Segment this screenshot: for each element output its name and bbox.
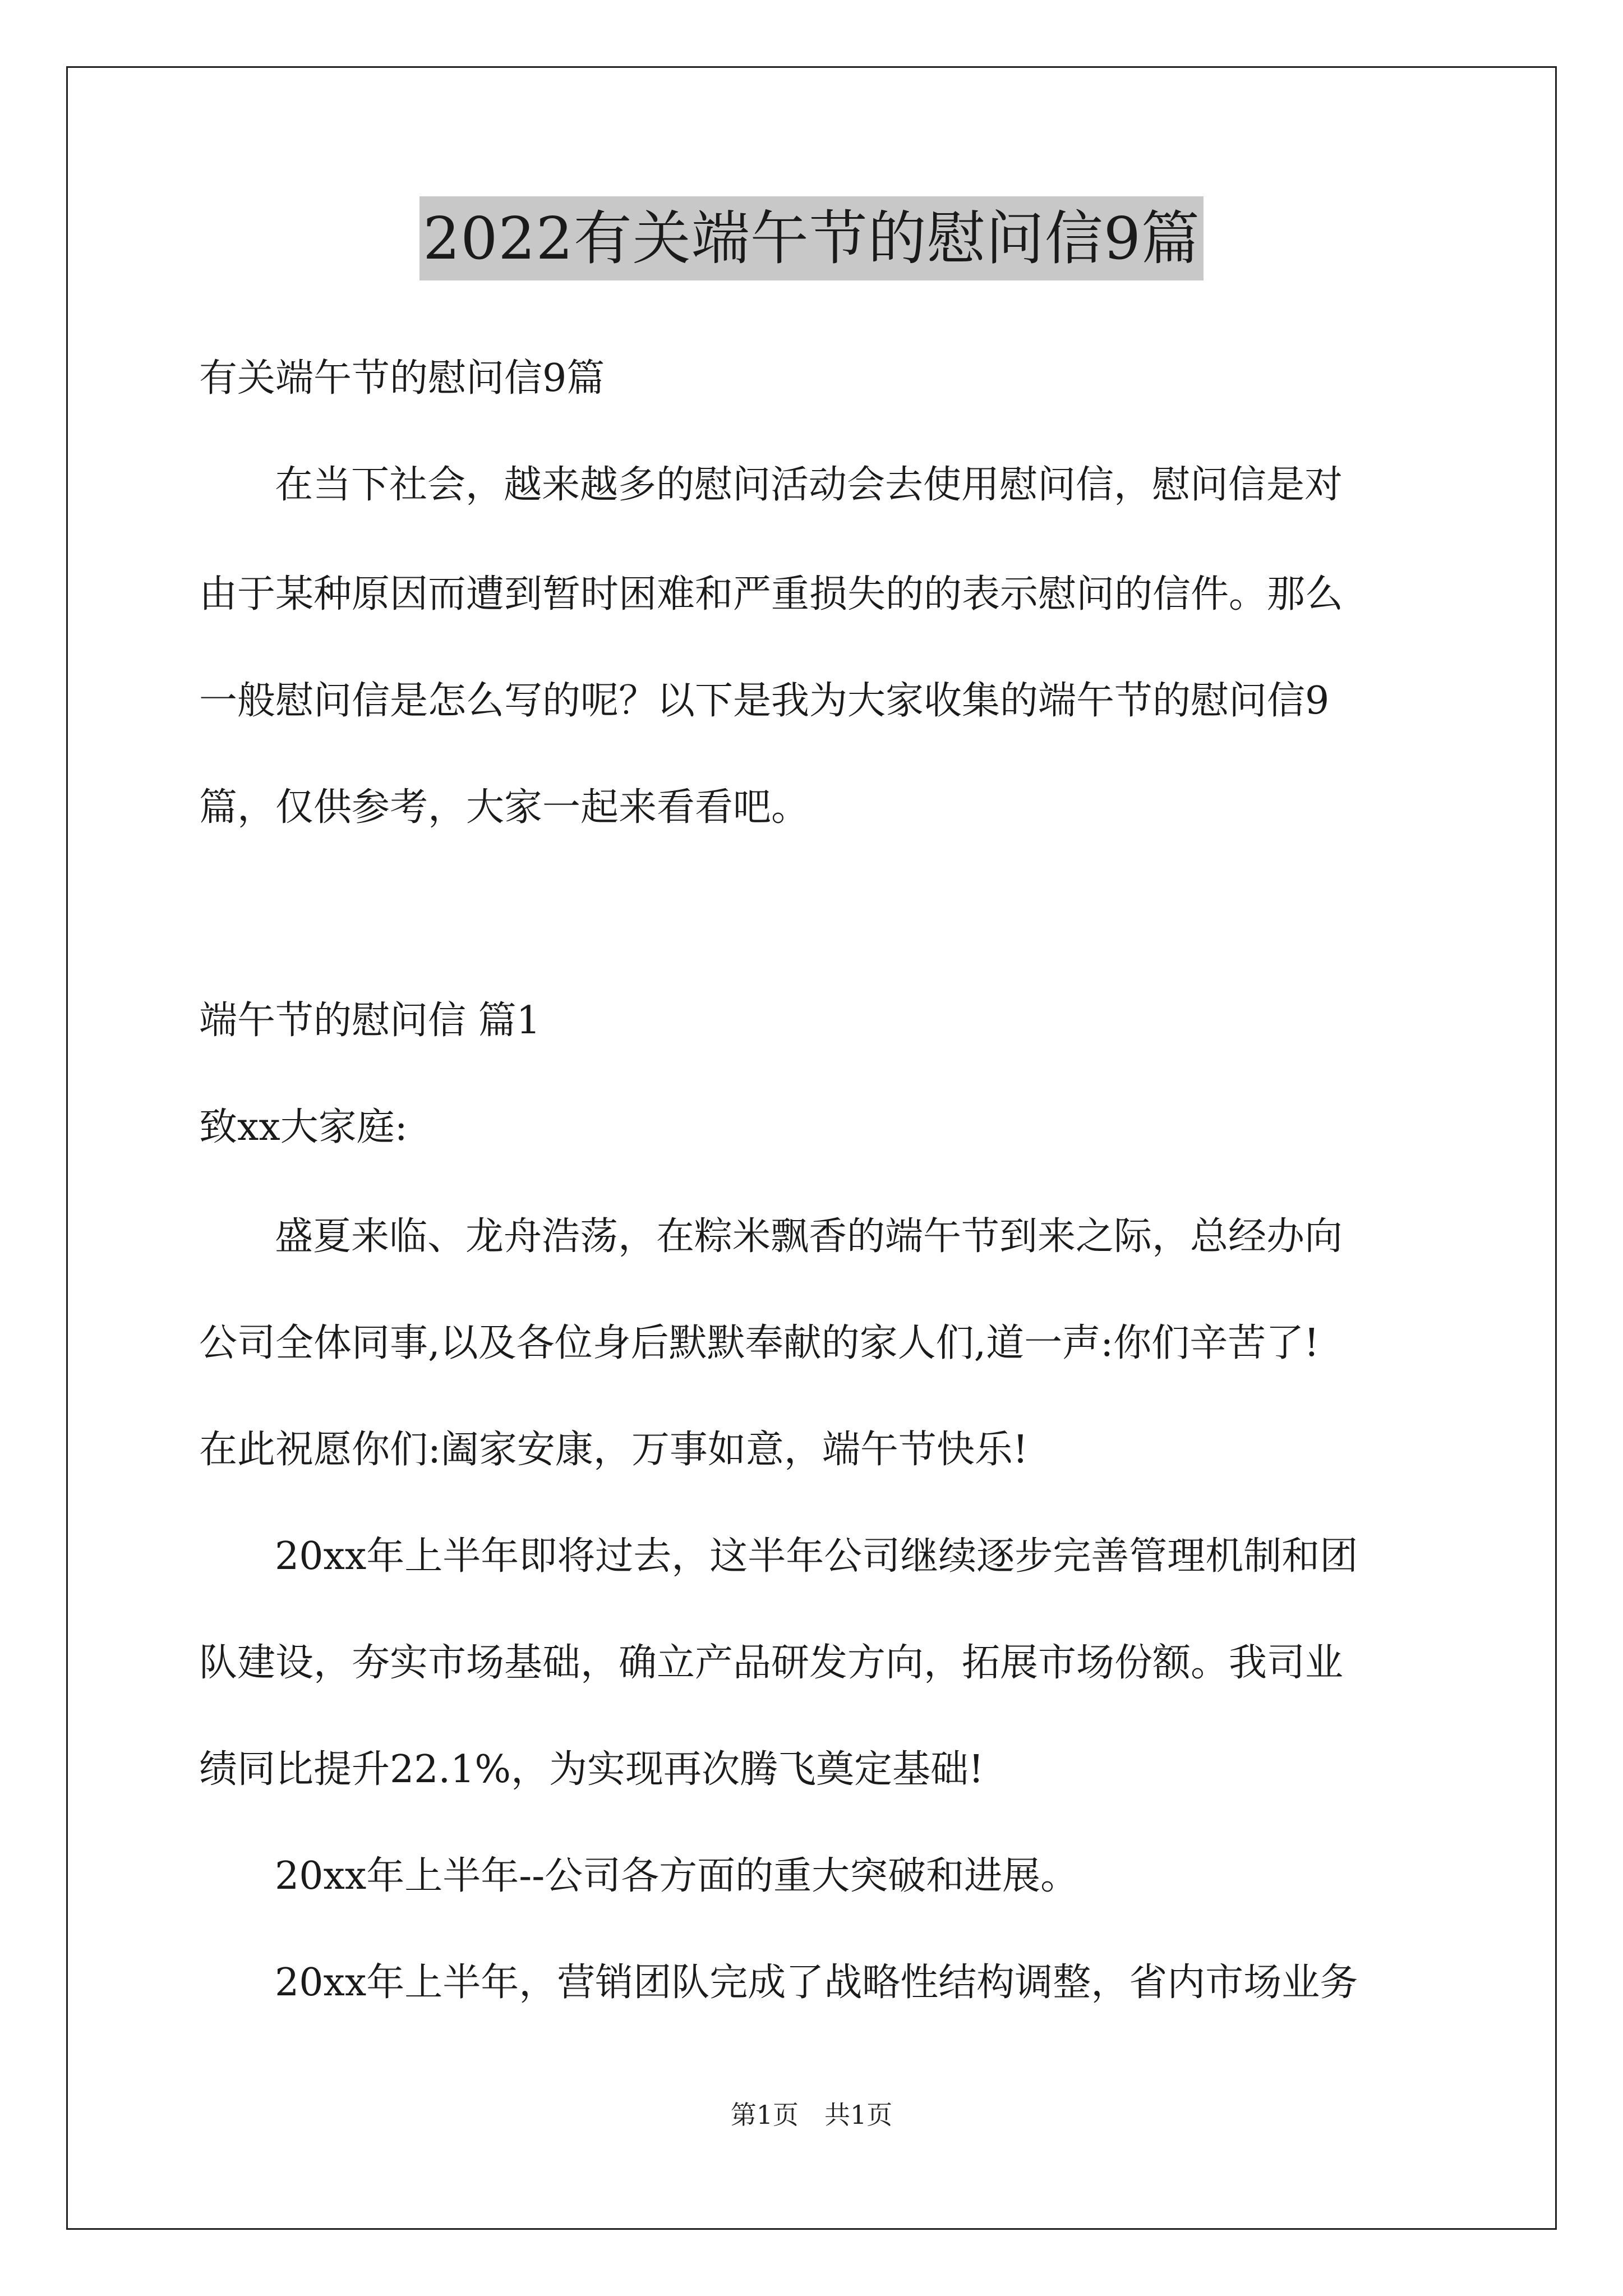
body-line-4: 20xx年上半年即将过去，这半年公司继续逐步完善管理机制和团 <box>275 1534 1358 1579</box>
body-line-3: 在此祝愿你们:阖家安康，万事如意，端午节快乐! <box>199 1428 1029 1472</box>
page-footer: 第1页 共1页 <box>730 2100 893 2130</box>
title-wrap <box>0 196 1623 280</box>
intro-line-2: 由于某种原因而遭到暂时困难和严重损失的的表示慰问的信件。那么 <box>199 572 1344 616</box>
body-line-5: 队建设，夯实市场基础，确立产品研发方向，拓展市场份额。我司业 <box>199 1641 1344 1685</box>
intro-line-3: 一般慰问信是怎么写的呢？以下是我为大家收集的端午节的慰问信9 <box>199 679 1330 723</box>
body-line-2: 公司全体同事,以及各位身后默默奉献的家人们,道一声:你们辛苦了! <box>199 1321 1320 1365</box>
salutation: 致xx大家庭: <box>199 1105 408 1149</box>
subtitle-line: 有关端午节的慰问信9篇 <box>199 356 605 401</box>
intro-line-4: 篇，仅供参考，大家一起来看看吧。 <box>199 785 810 830</box>
body-line-8: 20xx年上半年，营销团队完成了战略性结构调整，省内市场业务 <box>275 1961 1358 2005</box>
body-line-1: 盛夏来临、龙舟浩荡，在粽米飘香的端午节到来之际，总经办向 <box>275 1214 1343 1259</box>
document-title: 2022有关端午节的慰问信9篇 <box>419 196 1204 280</box>
intro-line-1: 在当下社会，越来越多的慰问活动会去使用慰问信，慰问信是对 <box>275 463 1343 507</box>
body-line-6: 绩同比提升22.1%，为实现再次腾飞奠定基础! <box>199 1747 984 1792</box>
body-line-7: 20xx年上半年--公司各方面的重大突破和进展。 <box>275 1854 1079 1898</box>
section-heading: 端午节的慰问信 篇1 <box>199 999 541 1043</box>
